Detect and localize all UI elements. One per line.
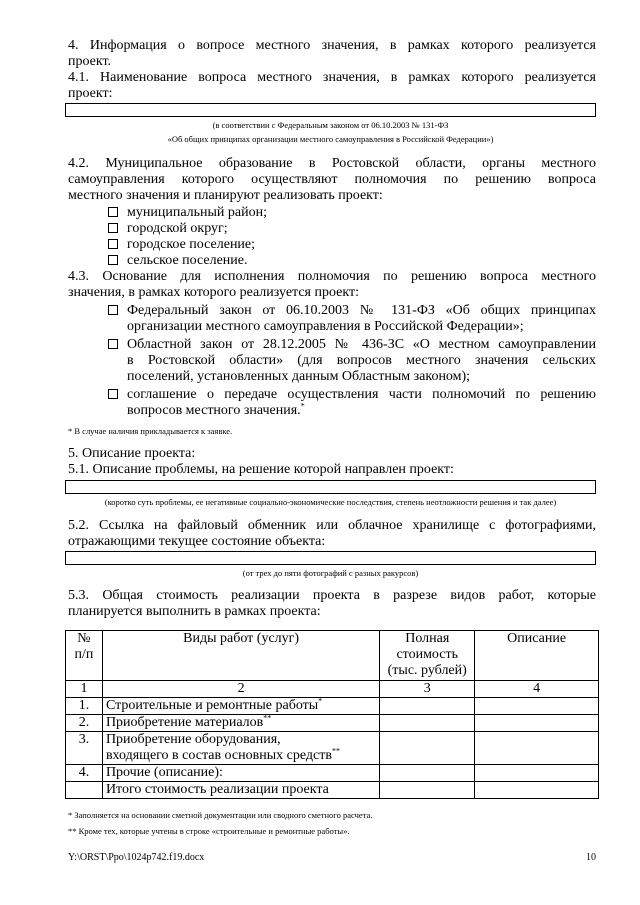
caption-line: (в соответствии с Федеральным законом от 06.10.2003 № 131-ФЗ: [212, 120, 449, 130]
option-line: поселений, установленных данным Областным законом);: [127, 369, 471, 384]
question-5-2-line: отражающими текущее состояние объекта:: [68, 534, 326, 549]
header-cost: [380, 631, 475, 681]
option-line: в Ростовской области» (для вопросов местного значения сельских: [127, 353, 596, 368]
table-header-row: [66, 631, 599, 681]
section-4-heading-line: проект.: [68, 54, 112, 69]
works-cost-table: [65, 630, 599, 799]
option-line-text: вопросов местного значения.: [127, 403, 301, 418]
column-number: 2: [102, 681, 379, 698]
row-description-cell[interactable]: [475, 698, 599, 715]
question-4-3: [68, 269, 596, 301]
row-work-text: входящего в состав основных средств: [105, 748, 332, 763]
header-works: Виды работ (услуг): [102, 631, 379, 681]
row-number: [66, 782, 103, 799]
answer-field-5-2[interactable]: [65, 551, 596, 565]
option-label: городское поселение;: [127, 237, 256, 252]
checkbox-option[interactable]: [108, 221, 228, 237]
checkbox-option[interactable]: [108, 303, 596, 335]
header-num: [66, 631, 103, 681]
header-cost-line: (тыс. рублей): [387, 663, 467, 678]
column-number: 3: [380, 681, 475, 698]
question-4-3-line: значения, в рамках которого реализуется проект:: [68, 285, 359, 300]
page-number: 10: [586, 852, 596, 863]
option-line: [127, 403, 596, 419]
header-num-line: №: [77, 631, 91, 646]
question-5-3-line: планируется выполнить в рамках проекта:: [68, 604, 321, 619]
row-work-text: Приобретение материалов: [105, 715, 264, 730]
option-line: Областной закон от 28.12.2005 № 436-ЗС «О местном самоуправлении: [127, 337, 596, 352]
table-row: [66, 765, 599, 782]
option-line: Федеральный закон от 06.10.2003 № 131-ФЗ «Об общих принципах: [127, 303, 596, 318]
row-work-name: [102, 732, 379, 765]
section-5-heading: 5. Описание проекта:: [68, 446, 196, 461]
question-4-2-line: 4.2. Муниципальное образование в Ростовской области, органы местного: [68, 156, 596, 171]
checkbox[interactable]: [108, 389, 118, 399]
column-number: 4: [475, 681, 599, 698]
section-4-heading: [68, 38, 596, 70]
checkbox-option[interactable]: [108, 253, 248, 269]
question-5-1: 5.1. Описание проблемы, на решение которой направлен проект:: [68, 462, 454, 477]
footnote-mark: *: [300, 401, 305, 411]
caption-line: «Об общих принципах организации местного самоуправления в Российской Федерации»): [167, 134, 494, 144]
option-label: [127, 337, 596, 385]
row-number: 1.: [66, 698, 103, 715]
header-cost-line: Полная: [405, 631, 450, 646]
question-4-2-line: самоуправления которого осуществляют полномочия по решению вопроса: [68, 172, 596, 187]
footnote-mark: **: [263, 713, 272, 723]
question-4-2-line: местного значения и планируют реализовать проект:: [68, 188, 383, 203]
caption-5-2: (от трех до пяти фотографий с разных ракурсов): [242, 568, 419, 578]
checkbox-option[interactable]: [108, 337, 596, 385]
section-4-heading-line: 4. Информация о вопросе местного значения, в рамках которого реализуется: [68, 38, 596, 53]
row-description-cell[interactable]: [475, 732, 599, 765]
row-work-name: [102, 698, 379, 715]
checkbox-option[interactable]: [108, 205, 267, 221]
row-cost-cell[interactable]: [380, 698, 475, 715]
column-number: 1: [66, 681, 103, 698]
footnote-table-1: * Заполняется на основании сметной документации или сводного сметного расчета.: [68, 810, 373, 820]
question-4-2: [68, 156, 596, 204]
row-number: 4.: [66, 765, 103, 782]
table-row: [66, 732, 599, 765]
header-cost-line: стоимость: [396, 647, 459, 662]
question-4-3-line: 4.3. Основание для исполнения полномочия по решению вопроса местного: [68, 269, 596, 284]
question-5-2: [68, 518, 596, 550]
table-row: [66, 698, 599, 715]
option-line: соглашение о передаче осуществления части полномочий по решению: [127, 387, 596, 402]
row-cost-cell[interactable]: [380, 782, 475, 799]
checkbox-option[interactable]: [108, 387, 596, 419]
option-label: [127, 303, 596, 335]
checkbox[interactable]: [108, 207, 118, 217]
footnote-mark: **: [331, 746, 340, 756]
row-number: 3.: [66, 732, 103, 765]
caption-4-1: [65, 119, 596, 145]
question-4-1: [68, 70, 596, 102]
row-work-text-line: [106, 748, 376, 764]
row-cost-cell[interactable]: [380, 715, 475, 732]
row-description-cell[interactable]: [475, 765, 599, 782]
checkbox[interactable]: [108, 305, 118, 315]
checkbox-option[interactable]: [108, 237, 255, 253]
footer-file-path: Y:\ORST\Ppo\1024p742.f19.docx: [68, 852, 205, 863]
checkbox[interactable]: [108, 255, 118, 265]
row-work-text: Строительные и ремонтные работы: [105, 698, 319, 713]
question-4-1-line: проект:: [68, 86, 113, 101]
checkbox[interactable]: [108, 339, 118, 349]
row-work-text: Приобретение оборудования,: [105, 732, 281, 747]
footnote-mark: *: [318, 696, 323, 706]
row-cost-cell[interactable]: [380, 765, 475, 782]
header-num-line: п/п: [74, 647, 94, 662]
caption-5-1: (коротко суть проблемы, ее негативные социально-экономические последствия, степень неотложности решения и так далее): [104, 497, 557, 507]
question-5-3-line: 5.3. Общая стоимость реализации проекта в разрезе видов работ, которые: [68, 588, 596, 603]
answer-field-5-1[interactable]: [65, 480, 596, 494]
row-description-cell[interactable]: [475, 715, 599, 732]
row-description-cell[interactable]: [475, 782, 599, 799]
option-label: сельское поселение.: [127, 253, 248, 268]
table-total-row: [66, 782, 599, 799]
row-cost-cell[interactable]: [380, 732, 475, 765]
question-4-1-line: 4.1. Наименование вопроса местного значения, в рамках которого реализуется: [68, 70, 596, 85]
option-label: муниципальный район;: [127, 205, 268, 220]
footnote-table-2: ** Кроме тех, которые учтены в строке «строительные и ремонтные работы».: [68, 826, 350, 836]
question-5-2-line: 5.2. Ссылка на файловый обменник или облачное хранилище с фотографиями,: [68, 518, 596, 533]
row-work-name: Прочие (описание):: [102, 765, 379, 782]
row-number: 2.: [66, 715, 103, 732]
checkbox[interactable]: [108, 223, 118, 233]
header-description: Описание: [475, 631, 599, 681]
column-number-row: [66, 681, 599, 698]
option-line: организации местного самоуправления в Российской Федерации»;: [127, 319, 524, 334]
table-row: [66, 715, 599, 732]
option-label: городской округ;: [127, 221, 228, 236]
row-work-name: [102, 715, 379, 732]
footnote-4-3: * В случае наличия прикладывается к заявке.: [68, 426, 233, 436]
row-work-name: Итого стоимость реализации проекта: [102, 782, 379, 799]
question-5-3: [68, 588, 596, 620]
answer-field-4-1[interactable]: [65, 103, 596, 117]
checkbox[interactable]: [108, 239, 118, 249]
option-label: [127, 387, 596, 419]
